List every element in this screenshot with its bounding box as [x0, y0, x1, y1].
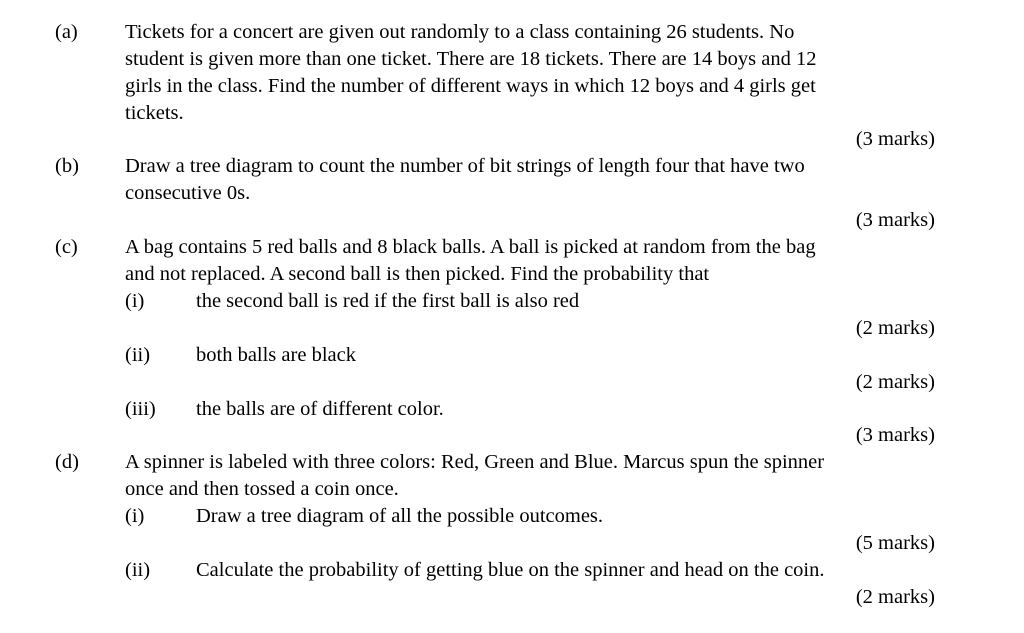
- question-text-line: once and then tossed a coin once.: [125, 478, 399, 500]
- subpart-text: Calculate the probability of getting blue on the spinner and head on the coin.: [196, 559, 825, 581]
- marks-label: (2 marks): [855, 317, 935, 339]
- subpart-text: the balls are of different color.: [196, 398, 444, 420]
- question-text-line: Tickets for a concert are given out randomly to a class containing 26 students. No: [125, 21, 795, 43]
- question-text-line: A spinner is labeled with three colors: Red, Green and Blue. Marcus spun the spinner: [125, 451, 825, 473]
- subpart-text: the second ball is red if the first ball is also red: [196, 290, 580, 312]
- question-label: (d): [55, 451, 79, 473]
- question-label: (a): [55, 21, 78, 43]
- question-label: (c): [55, 236, 78, 258]
- question-text-line: tickets.: [125, 102, 184, 124]
- subpart-text: Draw a tree diagram of all the possible outcomes.: [196, 505, 604, 527]
- marks-label: (2 marks): [855, 371, 935, 393]
- subpart-label: (i): [125, 290, 145, 312]
- marks-label: (5 marks): [855, 532, 935, 554]
- question-text-line: and not replaced. A second ball is then picked. Find the probability that: [125, 263, 710, 285]
- marks-label: (3 marks): [855, 424, 935, 446]
- question-text-line: student is given more than one ticket. There are 18 tickets. There are 14 boys and 12: [125, 48, 817, 70]
- subpart-label: (ii): [125, 344, 151, 366]
- subpart-text: both balls are black: [196, 344, 356, 366]
- question-text-line: consecutive 0s.: [125, 182, 251, 204]
- subpart-label: (ii): [125, 559, 151, 581]
- marks-label: (3 marks): [855, 128, 935, 150]
- subpart-label: (iii): [125, 398, 156, 420]
- marks-label: (3 marks): [855, 209, 935, 231]
- question-text-line: A bag contains 5 red balls and 8 black balls. A ball is picked at random from the bag: [125, 236, 816, 258]
- marks-label: (2 marks): [855, 586, 935, 608]
- subpart-label: (i): [125, 505, 145, 527]
- question-label: (b): [55, 155, 79, 177]
- question-text-line: Draw a tree diagram to count the number of bit strings of length four that have two: [125, 155, 805, 177]
- question-text-line: girls in the class. Find the number of different ways in which 12 boys and 4 girls get: [125, 75, 816, 97]
